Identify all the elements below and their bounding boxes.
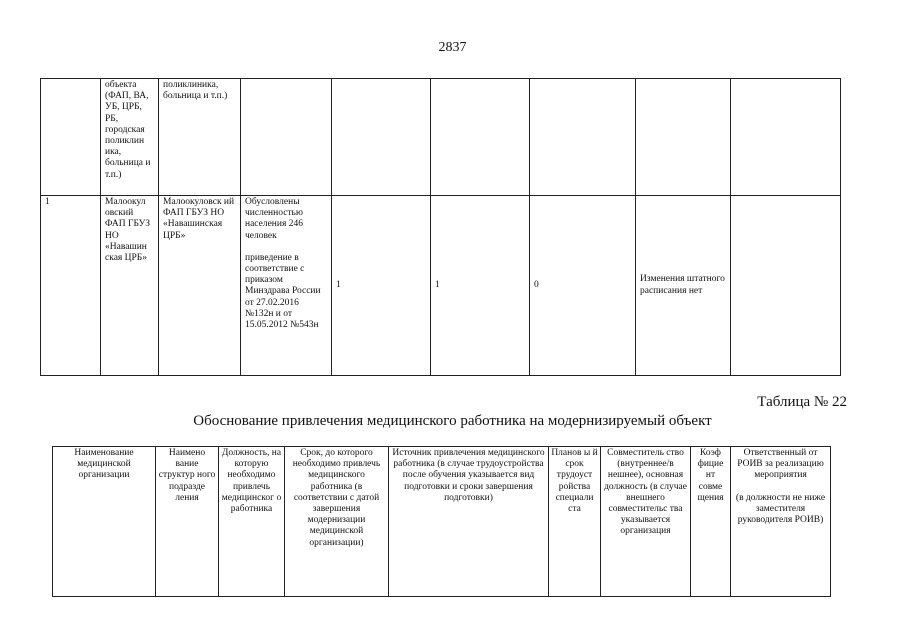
value-cell-3: 0 [530, 196, 636, 376]
justification-text-2: приведение в соответствие с приказом Минздрава России от 27.02.2016 №132н и от 15.05.2012 №543н [245, 252, 321, 331]
object-cell: Малоокул овский ФАП ГБУЗ НО «Навашин ская ЦРБ» [101, 196, 159, 376]
cell [332, 79, 431, 196]
facility-table [40, 78, 841, 376]
header-coefficient: Коэф фицие нт совме щения [691, 447, 731, 597]
cell [530, 79, 636, 196]
justification-cell [241, 196, 332, 376]
table-title: Обоснование привлечения медицинского работника на модернизируемый объект [193, 413, 712, 429]
header-planned-term: Планов ы й срок трудоуст ройства специали ста [549, 447, 601, 597]
cell [636, 79, 731, 196]
cell [241, 79, 332, 196]
table-row [41, 196, 841, 376]
note-cell: Изменения штатного расписания нет [636, 196, 731, 376]
header-responsible-text-1: Ответственный от РОИВ за реализацию мероприятия [737, 448, 824, 481]
header-combination: Совместитель ство (внутреннее/в нешнее), основная должность (в случае внешнего совместительс тва указывается организация [601, 447, 691, 597]
header-responsible [731, 447, 831, 597]
cell [431, 79, 530, 196]
name-cell: поликлиника, больница и т.п.) [159, 79, 241, 196]
cell [731, 196, 841, 376]
cell [731, 79, 841, 196]
value-cell-2: 1 [431, 196, 530, 376]
header-unit: Наимено вание структур ного подразде ления [156, 447, 219, 597]
table-row [41, 79, 841, 196]
header-source: Источник привлечения медицинского работника (в случае трудоустройства после обучения указывается вид подготовки и сроки завершения подготовки) [389, 447, 549, 597]
header-responsible-text-2: (в должности не ниже заместителя руководителя РОИВ) [735, 492, 826, 526]
object-type-cell: объекта (ФАП, ВА, УБ, ЦРБ, РБ, городская поликлин ика, больница и т.п.) [101, 79, 159, 196]
header-position: Должность, на которую необходимо привлечь медицинског о работника [219, 447, 285, 597]
page-number: 2837 [438, 40, 467, 55]
table-label: Таблица № 22 [757, 394, 847, 410]
attraction-table [52, 446, 831, 597]
justification-text-1: Обусловлены численностью населения 246 человек [245, 197, 303, 241]
cell [41, 79, 101, 196]
value-cell-1: 1 [332, 196, 431, 376]
name-cell: Малоокуловск ий ФАП ГБУЗ НО «Навашинская ЦРБ» [159, 196, 241, 376]
header-org: Наименование медицинской организации [53, 447, 156, 597]
header-deadline: Срок, до которого необходимо привлечь медицинского работника (в соответствии с датой завершения модернизации медицинской организации) [285, 447, 389, 597]
table-header-row [53, 447, 831, 597]
row-number: 1 [41, 196, 101, 376]
